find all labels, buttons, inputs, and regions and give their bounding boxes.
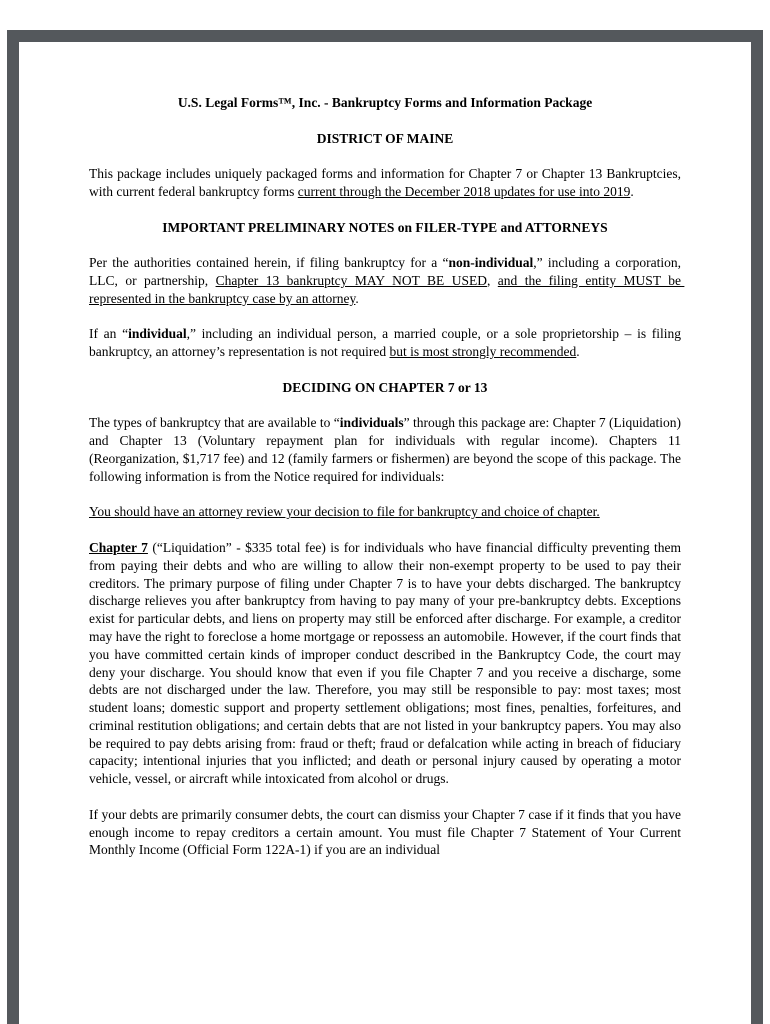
document-paragraph bbox=[89, 503, 681, 521]
document-paragraph bbox=[89, 414, 685, 485]
text-segment: You should have an attorney review your decision to file for bankruptcy and choice of chapter. bbox=[89, 504, 600, 520]
document-body bbox=[89, 94, 685, 859]
text-segment: current through the December 2018 updates for use into 2019 bbox=[297, 183, 631, 199]
text-segment: IMPORTANT PRELIMINARY NOTES on FILER-TYPE and ATTORNEYS bbox=[162, 219, 608, 235]
text-segment: Per the authorities contained herein, if filing bankruptcy for a “ bbox=[89, 255, 449, 271]
text-segment: ,” including a corporation, LLC, or partnership, bbox=[89, 255, 685, 288]
document-heading bbox=[89, 219, 681, 237]
document-frame bbox=[7, 30, 763, 1024]
text-segment: Chapter 7 bbox=[89, 539, 148, 555]
text-segment: individuals bbox=[339, 415, 404, 431]
text-segment: . bbox=[576, 344, 580, 360]
document-heading bbox=[89, 379, 681, 397]
document-paragraph bbox=[89, 806, 685, 859]
text-segment: ” through this package are: Chapter 7 (Liquidation) and Chapter 13 (Voluntary repayment plan for individuals with regular income). Chapters 11 (Reorganization, $1,717 fee) and 12 (family farmers or fishermen) are beyond the scope of this package. The following information is from the Notice required for individuals: bbox=[89, 415, 685, 484]
document-heading bbox=[89, 94, 681, 112]
text-segment: If an “ bbox=[89, 326, 129, 342]
text-segment: non-individual bbox=[448, 255, 534, 271]
text-segment: DECIDING ON CHAPTER 7 or 13 bbox=[282, 379, 488, 395]
text-segment: individual bbox=[128, 326, 187, 342]
text-segment: The types of bankruptcy that are available to “ bbox=[89, 415, 340, 431]
text-segment: This package includes uniquely packaged forms and information for Chapter 7 or Chapter 13 Bankruptcies, with current federal bankruptcy forms bbox=[89, 166, 685, 199]
text-segment: , bbox=[486, 272, 498, 288]
text-segment: but is most strongly recommended bbox=[389, 344, 577, 360]
text-segment: U.S. Legal Forms™, Inc. - Bankruptcy Forms and Information Package bbox=[177, 95, 593, 110]
document-page bbox=[19, 42, 751, 1024]
document-heading bbox=[89, 130, 681, 148]
document-paragraph bbox=[89, 254, 685, 307]
text-segment: Chapter 13 bankruptcy MAY NOT BE USED bbox=[215, 272, 487, 288]
document-paragraph bbox=[89, 165, 685, 201]
text-segment: If your debts are primarily consumer debts, the court can dismiss your Chapter 7 case if it finds that you have enough income to repay creditors a certain amount. You must file Chapter 7 Statement of Your Current Monthly Income (Official Form 122A-1) if you are an individual bbox=[89, 806, 685, 858]
text-segment: and the filing entity MUST be represented in the bankruptcy case by an attorney bbox=[89, 272, 685, 306]
text-segment: (“Liquidation” - $335 total fee) is for individuals who have financial difficulty preventing them from paying their debts and who are willing to allow their non-exempt property to be used to pay their creditors. The primary purpose of filing under Chapter 7 is to have your debts discharged. The bankruptcy discharge relieves you after bankruptcy from having to pay many of your pre-bankruptcy debts. Exceptions exist for particular debts, and liens on property may still be enforced after discharge. For example, a creditor may have the right to foreclose a home mortgage or repossess an automobile. However, if the court finds that you have committed certain kinds of improper conduct described in the Bankruptcy Code, the court may deny your discharge. You should know that even if you file Chapter 7 and you receive a discharge, some debts are not discharged under the law. Therefore, you may still be responsible to pay: most taxes; most student loans; domestic support and property settlement obligations; most fines, penalties, forfeitures, and criminal restitution obligations; and certain debts that are not listed in your bankruptcy papers. You may also be required to pay debts arising from: fraud or theft; fraud or defalcation while acting in breach of fiduciary capacity; intentional injuries that you inflicted; and death or personal injury caused by operating a motor vehicle, vessel, or aircraft while intoxicated from alcohol or drugs. bbox=[89, 539, 685, 787]
text-segment: DISTRICT OF MAINE bbox=[316, 130, 454, 146]
text-segment: . bbox=[355, 290, 359, 306]
text-segment: ,” including an individual person, a married couple, or a sole proprietorship – is filing bankruptcy, an attorney’s representation is not required bbox=[89, 326, 685, 360]
text-segment: . bbox=[630, 183, 634, 199]
document-paragraph bbox=[89, 325, 685, 361]
document-paragraph bbox=[89, 539, 685, 788]
